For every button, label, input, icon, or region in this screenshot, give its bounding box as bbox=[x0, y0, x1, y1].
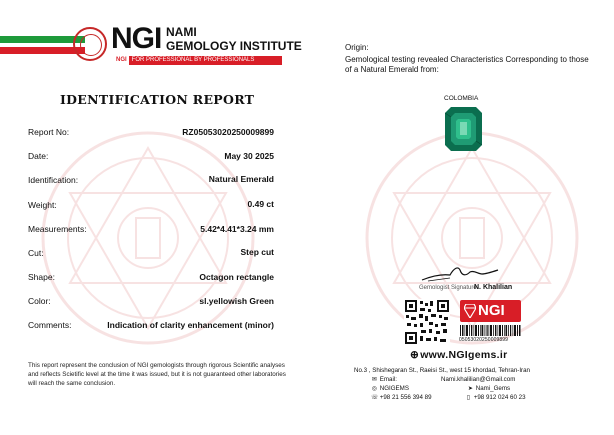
tagline-badge: NGI bbox=[116, 57, 127, 63]
field-label-identification: Identification: bbox=[28, 175, 79, 185]
website-text: www.NGIgems.ir bbox=[420, 349, 508, 361]
origin-text: Gemological testing revealed Characteristics Corresponding to those of a Natural Emerald from: bbox=[345, 55, 589, 74]
phone-icon: ☏ bbox=[371, 394, 379, 401]
origin-country: COLOMBIA bbox=[444, 95, 479, 102]
field-value-comments: Indication of clarity enhancement (minor) bbox=[107, 320, 274, 330]
field-label-weight: Weight: bbox=[28, 200, 57, 210]
phone-row[interactable] bbox=[371, 394, 432, 401]
field-label-report-no: Report No: bbox=[28, 127, 70, 137]
globe-icon: ⊕ bbox=[410, 349, 420, 361]
barcode bbox=[460, 325, 521, 336]
diamond-icon bbox=[464, 304, 476, 318]
brand-line1: NAMI bbox=[166, 25, 197, 39]
field-label-date: Date: bbox=[28, 151, 49, 161]
ngi-badge bbox=[460, 300, 521, 322]
field-label-cut: Cut: bbox=[28, 248, 44, 258]
emerald-gem-image bbox=[445, 107, 482, 151]
brand-short: NGI bbox=[111, 22, 162, 55]
tagline: FOR PROFESSIONAL BY PROFESSIONALS bbox=[131, 57, 255, 63]
telegram-icon: ➤ bbox=[467, 385, 474, 392]
field-value-measurements: 5.42*4.41*3.24 mm bbox=[200, 224, 274, 234]
barcode-number: 05053020250009899 bbox=[459, 337, 508, 343]
instagram-icon: ◎ bbox=[371, 385, 378, 392]
email-label: Email: bbox=[379, 376, 397, 383]
field-label-comments: Comments: bbox=[28, 320, 72, 330]
address: No.3 , Shishegaran St., Raeisi St., west 15 khordad, Tehran-Iran bbox=[354, 367, 530, 374]
email-address[interactable]: Nami.khalilian@Gmail.com bbox=[441, 376, 516, 383]
field-label-measurements: Measurements: bbox=[28, 224, 87, 234]
origin-heading: Origin: bbox=[345, 43, 369, 52]
brand-line2: GEMOLOGY INSTITUTE bbox=[166, 39, 302, 53]
report-title: IDENTIFICATION REPORT bbox=[60, 92, 255, 107]
tagline-bar bbox=[114, 56, 282, 65]
mobile-icon: ▯ bbox=[466, 394, 471, 401]
field-value-color: sl.yellowish Green bbox=[199, 296, 274, 306]
instagram-handle: NGIGEMS bbox=[379, 385, 409, 392]
field-value-shape: Octagon rectangle bbox=[199, 272, 274, 282]
email-icon: ✉ bbox=[371, 376, 378, 383]
field-value-weight: 0.49 ct bbox=[247, 199, 274, 209]
qr-code bbox=[404, 299, 450, 345]
signature-label: Gemologist Signature: bbox=[419, 285, 479, 291]
website[interactable] bbox=[410, 349, 507, 361]
signature-name: N. Khalilian bbox=[474, 284, 513, 291]
disclaimer: This report represent the conclusion of NGI gemologists through rigorous Scientific analyses and reflects Scietific level at the time it was issued, but it is not guaranteed other laboratories will reach the same conclusion. bbox=[28, 362, 286, 387]
field-value-identification: Natural Emerald bbox=[208, 174, 274, 184]
ngi-badge-text: NGI bbox=[478, 302, 505, 319]
field-label-shape: Shape: bbox=[28, 272, 55, 282]
field-label-color: Color: bbox=[28, 296, 51, 306]
mobile-number: +98 912 024 60 23 bbox=[473, 394, 526, 401]
field-value-date: May 30 2025 bbox=[224, 151, 274, 161]
field-value-report-no: RZ05053020250009899 bbox=[182, 127, 274, 137]
mobile-row[interactable] bbox=[465, 394, 526, 401]
instagram-row[interactable] bbox=[371, 385, 409, 392]
signature-scribble bbox=[420, 262, 500, 284]
field-value-cut: Step cut bbox=[240, 247, 274, 257]
telegram-handle: Nami_Gems bbox=[475, 385, 511, 392]
email-row bbox=[371, 376, 397, 383]
telegram-row[interactable] bbox=[467, 385, 510, 392]
ngi-seal-icon bbox=[73, 27, 107, 61]
phone-number: +98 21 556 394 89 bbox=[379, 394, 432, 401]
watermark-seal-left bbox=[38, 128, 258, 348]
